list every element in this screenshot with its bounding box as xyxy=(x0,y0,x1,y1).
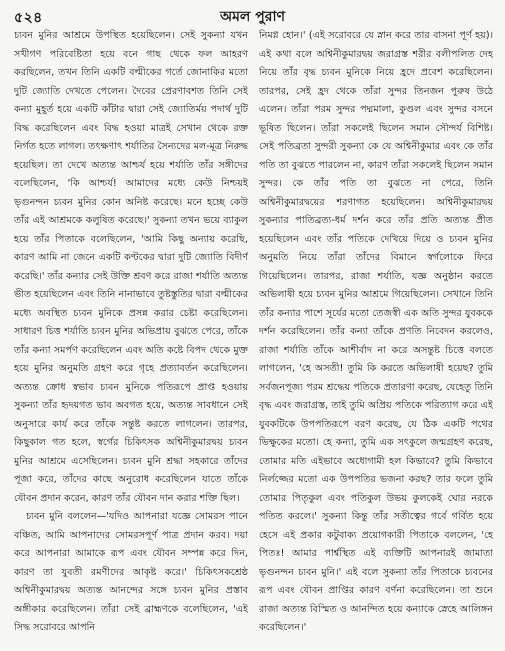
running-title: অমল পুরাণ xyxy=(220,9,285,25)
page-header xyxy=(0,4,505,26)
left-paragraph-2: চ্যবন মুনি বললেন—'যদিও আপনারা যজ্ঞে সোমরস পানে বঞ্চিত, আমি আপনাদের সোমরসপূর্ণ পাত্র প্রদান করব। দয়া করে আপনারা আমাকে রূপ এবং যৌবন সম্পন্ন করে দিন, কারণ তা যুবতী রমণীদের আকৃষ্ট করে।' চিকিৎসকশ্রেষ্ঠ অশ্বিনীকুমারদ্বয় অত্যন্ত আনন্দের সঙ্গে চ্যবন মুনির প্রস্তাব অঙ্গীকার করেছিলেন। তাঁরা সেই ব্রাহ্মণকে বলেছিলেন, 'এই সিদ্ধ সরোবরে আপনি xyxy=(14,511,248,633)
left-paragraph-1: চ্যবন মুনির আশ্রমে উপস্থিত হয়েছিলেন। সেই সুকন্যা যখন সখীগণ পরিবেষ্টিতা হয়ে বনে গাছ থেকে ফল আহরণ করছিলেন, তখন তিনি একটি বল্মীকের গর্তে জোনাকির মতো দুটি জ্যোতি দেখতে পেলেন। দৈবের প্রেরণাবশত তিনি সেই কন্যা মুহূর্ত হয়ে একটি কাঁটার দ্বারা সেই জ্যোতির্ময় পদার্থ দুটি বিদ্ধ করেছিলেন এবং বিদ্ধ হওয়া মাত্রই সেখান থেকে রক্ত নির্গত হতে লাগল। তৎক্ষণাৎ শর্যাতির সৈন্যদের মল-মূত্র নিরুদ্ধ হয়েছিল। তা দেখে অত্যন্ত আশ্চর্য হয়ে শর্যাতি তাঁর সঙ্গীদের বলেছিলেন, 'কি আশ্চর্য! আমাদের মধ্যে কেউ নিশ্চয়ই ভৃগুনন্দন চ্যবন মুনির কোন অনিষ্ট করেছে। মনে হচ্ছে কেউ তাঁর এই আশ্রমকে কলুষিত করেছে।' সুকন্যা তখন ভয়ে ব্যাকুল হয়ে তাঁর পিতাকে বলেছিলেন, 'আমি কিছু অন্যায় করেছি, কারণ আমি না জেনে একটি কণ্টকের দ্বারা দুটি জ্যোতি বিদীর্ণ করেছি।' তাঁর কন্যার সেই উক্তি শ্রবণ করে রাজা শর্যাতি অত্যন্ত ভীত হয়েছিলেন এবং তিনি নানাভাবে তুষ্টস্তুতির দ্বারা বল্মীকের মধ্যে অবস্থিত চ্যবন মুনিকে প্রসন্ন করার চেষ্টা করেছিলেন। সাধারণ চিত্ত শর্যাতি চ্যবন মুনির অভিপ্রায় বুঝতে পেরে, তাঁকে তাঁর কন্যা সমর্পণ করেছিলেন এবং অতি কষ্টে বিপদ থেকে মুক্ত হয়ে মুনির অনুমতি গ্রহণ করে গৃহে প্রত্যাবর্তন করেছিলেন। অত্যন্ত ক্রোধ স্বভাব চ্যবন মুনিকে পতিরূপে প্রাপ্ত হওয়ায় সুকন্যা তাঁর হৃদয়গত ভাব অবগত হয়ে, অত্যন্ত সাবধানে সেই অনুসারে কার্য করে তাঁকে সন্তুষ্ট করতে লাগলেন। তারপর, কিছুকাল গত হলে, স্বর্গের চিকিৎসক অশ্বিনীকুমারদ্বয় চ্যবন মুনির আশ্রমে এসেছিলেন। চ্যবন মুনি শ্রদ্ধা সহকারে তাঁদের পূজা করে, তাঁদের কাছে অনুরোধ করেছিলেন যাতে তাঁকে যৌবন প্রদান করেন, কারণ তাঁর যৌবন দান করার শক্তি ছিল। xyxy=(14,30,248,504)
page-number: ৫২৪ xyxy=(14,10,43,26)
right-paragraph-1: নিমগ্ন হোন।' (এই সরোবরে যে স্নান করে তার বাসনা পূর্ণ হয়)। এই কথা বলে অশ্বিনীকুমারদ্বয় জরাগ্রস্ত শরীর বলীপলিত দেহ নিয়ে তাঁর বৃদ্ধ চ্যবন মুনিকে নিয়ে হ্রদে প্রবেশ করেছিলেন। তারপর, সেই হ্রদ থেকে তাঁরা সুন্দর তিনজন পুরুষ উঠে এলেন। তাঁরা পরম সুন্দর পদ্মমালা, কুণ্ডল এবং সুন্দর বসনে ভূষিত ছিলেন। তাঁরা সকলেই ছিলেন সমান সৌন্দর্য বিশিষ্ট। সেই পতিব্রতা সুন্দরী সুকন্যা কে যে অশ্বিনীকুমার এবং কে তাঁর পতি তা বুঝতে পারলেন না, কারণ তাঁরা সকলেই ছিলেন সমান সুন্দর। কে তাঁর পতি তা বুঝতে না পেরে, তিনি অশ্বিনীকুমারদ্বয়ের শরণাগত হয়েছিলেন। অশ্বিনীকুমারদ্বয় সুকন্যার পাতিব্রত্য-ধর্ম দর্শন করে তাঁর প্রতি অত্যন্ত প্রীত হয়েছিলেন এবং তাঁর পতিকে দেখিয়ে দিয়ে ও চ্যবন মুনির অনুমতি নিয়ে তাঁরা তাঁদের বিমানে স্বর্গলোকে ফিরে গিয়েছিলেন। তারপর, রাজা শর্যাতি, যজ্ঞ অনুষ্ঠান করতে অভিলাষী হয়ে চ্যবন মুনির আশ্রমে গিয়েছিলেন। সেখানে তিনি তাঁর কন্যার পাশে সূর্যের মতো তেজস্বী এক অতি সুন্দর যুবককে দর্শন করেছিলেন। তাঁর কন্যা তাঁকে প্রণতি নিবেদন করলেও, রাজা শর্যাতি তাঁকে আশীর্বাদ না করে অসন্তুষ্ট চিত্তে বলতে লাগলেন, 'হে অসতী! তুমি কি করতে অভিলাষী হয়েছ? তুমি সর্বজনপূজ্য পরম শ্রদ্ধেয় পতিকে প্রতারণা করেছ, যেহেতু তিনি বৃদ্ধ এবং জরাগ্রস্ত, তাই তুমি অপ্রিয় পতিকে পরিত্যাগ করে এই যুবকটিকে উপপতিরূপে বরণ করেছ, যে ঠিক একটি পথের ভিক্ষুকের মতো। হে কন্যা, তুমি এক সৎকুলে জন্মগ্রহণ করেছ, তোমার মতি এইভাবে অধোগামী হল কিভাবে? তুমি কিভাবে নির্লজ্জের মতো এক উপপতির ভজনা করছ? তার ফলে তুমি তোমার পিতৃকুল এবং পতিকুল উভয় কুলকেই ঘোর নরকে পতিত করলে।' সুকন্যা কিন্তু তাঁর সতীত্বের গর্বে গর্বিত হয়ে হেসে এই প্রকার কটুবাক্য প্রয়োগকারী পিতাকে বললেন, 'হে পিতঃ! আমার পার্শ্বস্থিত এই ব্যক্তিটি আপনারই জামাতা ভৃগুনন্দন চ্যবন মুনি।' এই বলে সুকন্যা তাঁর পিতাকে চ্যবনের রূপ এবং যৌবন প্রাপ্তির কারণ বর্ণনা করেছিলেন। তা শুনে রাজা অত্যন্ত বিস্মিত ও আনন্দিত হয়ে কন্যাকে স্নেহে আলিঙ্গন করেছিলেন।' xyxy=(259,30,493,633)
left-column xyxy=(14,27,248,643)
right-column xyxy=(259,27,493,643)
